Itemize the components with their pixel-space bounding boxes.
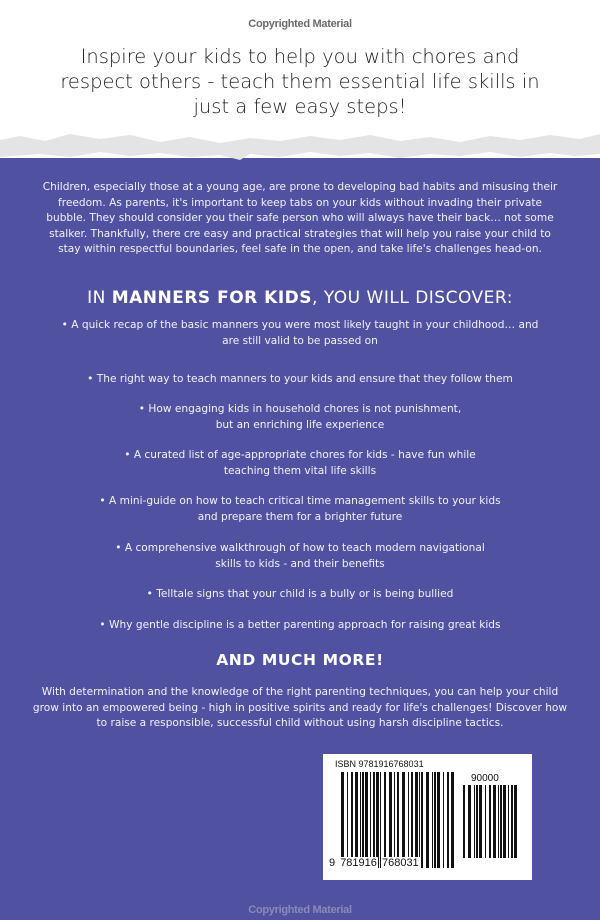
- closing-paragraph: With determination and the knowledge of the right parenting techniques, you can help your child grow into an empowered being - high in positive spirits and ready for life's challenges! Discover how to raise a responsible, successful child without using harsh discipline tactics.: [32, 686, 568, 730]
- bullet-item: • A comprehensive walkthrough of how to teach modern navigational skills to kids - and their benefits: [115, 542, 485, 570]
- barcode-digit-group-1: 781916: [340, 857, 377, 869]
- price-code: 90000: [471, 773, 499, 784]
- headline: Inspire your kids to help you with chores and respect others - teach them essential life skills in just a few easy steps!: [60, 45, 540, 118]
- book-title: MANNERS FOR KIDS: [111, 288, 313, 308]
- barcode-digits: [328, 857, 420, 869]
- barcode-addon-bars: [463, 785, 519, 858]
- bullet-item: • A quick recap of the basic manners you were most likely taught in your childhood… and are still valid to be passed on: [61, 319, 539, 347]
- discover-suffix: , YOU WILL DISCOVER:: [312, 288, 513, 308]
- torn-paper-edge: [0, 132, 600, 172]
- isbn-barcode: [323, 754, 532, 880]
- copyright-watermark-bottom: Copyrighted Material: [248, 904, 352, 916]
- bullet-item: • How engaging kids in household chores is not punishment, but an enriching life experience: [138, 403, 462, 431]
- and-much-more-heading: AND MUCH MORE!: [216, 651, 384, 669]
- bullet-item: • A curated list of age-appropriate chores for kids - have fun while teaching them vital life skills: [124, 449, 476, 477]
- bullet-item: • A mini-guide on how to teach critical time management skills to your kids and prepare them for a brighter future: [99, 495, 501, 523]
- barcode-digit-prefix: 9: [329, 857, 336, 869]
- bullet-item: • The right way to teach manners to your kids and ensure that they follow them: [87, 373, 513, 385]
- discover-prefix: IN: [87, 288, 112, 308]
- isbn-label: ISBN 9781916768031: [335, 759, 424, 769]
- discover-heading: [0, 288, 600, 308]
- bullet-item: • Telltale signs that your child is a bully or is being bullied: [146, 588, 454, 600]
- barcode-bars: [341, 772, 457, 868]
- bullet-item: • Why gentle discipline is a better parenting approach for raising great kids: [99, 619, 501, 631]
- copyright-watermark-top: Copyrighted Material: [248, 18, 352, 30]
- intro-paragraph: Children, especially those at a young age, are prone to developing bad habits and misusing their freedom. As parents, it's important to keep tabs on your kids without invading their private bubble. They should consider you their safe person who will always have their back… not some stalker. Thankfully, there cre easy and practical strategies that will help you raise your child to stay within respectful boundaries, feel safe in the open, and take life's challenges head-on.: [42, 181, 558, 256]
- barcode-digit-group-2: 768031: [381, 857, 419, 869]
